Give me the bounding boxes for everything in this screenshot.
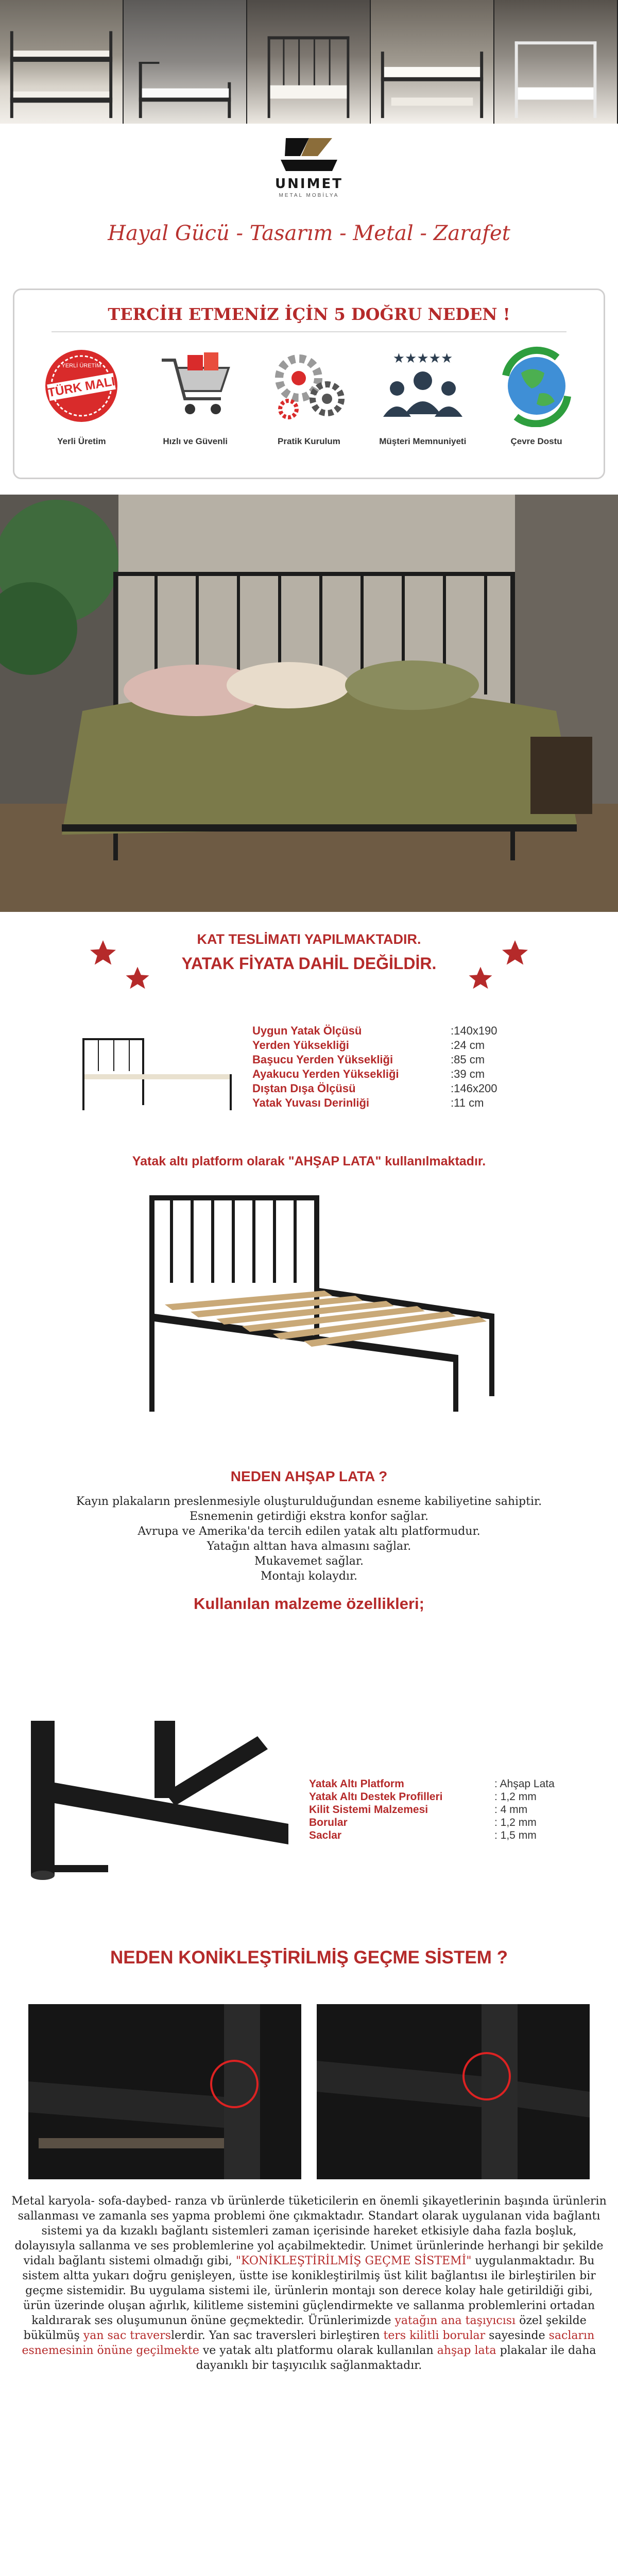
seal-badge-line2: YERLİ ÜRETİM [61,363,101,369]
dimensions-section [72,1018,566,1136]
reason-label: Müşteri Memnuniyeti [379,436,467,446]
bed-illustration [124,0,246,124]
konik-highlight: sacların esnemesinin önüne geçilmekte [22,2329,595,2357]
konik-description [10,2194,608,2373]
reason-eco-friendly [488,345,586,447]
materials-table [309,1777,555,1842]
why-wood-line: Kayın plakaların preslenmesiyle oluşturulduğundan esneme kabiliyetine sahiptir. [76,1495,542,1508]
table-row [309,1829,555,1842]
notice-line-2: YATAK FİYATA DAHİL DEĞİLDİR. [181,954,437,973]
reason-label: Hızlı ve Güvenli [163,436,228,446]
brand-slogan: Hayal Gücü - Tasarım - Metal - Zarafet [108,222,510,245]
material-label: Borular [309,1817,348,1828]
why-wood-line: Montajı kolaydır. [260,1570,358,1583]
material-value: : 1,5 mm [494,1829,537,1841]
material-value: : 4 mm [494,1804,528,1816]
reason-local-production [32,345,130,447]
konik-highlight: yan sac travers [83,2329,171,2342]
reasons-title: TERCİH ETMENİZ İÇİN 5 DOĞRU NEDEN ! [108,304,510,324]
konik-text-part: uygulanmaktadır. Bu sistem altta yukarı doğru genişleyen, üstte ise konikleştirilmiş üst kilit bağlantısı ile birleştirilen bir geçme sistemidir. Bu uygulama sistemi ile, ürünlerin montajı son derece kolay hale getirildiği gibi, ürün üzerinde oluşan ağırlık, kilitleme sistemini güçlendirmekte ve sallanma problemlerini ortadan kaldırarak ses oluşumunun önüne geçmektedir. Ürünlerimizde [22,2255,596,2327]
table-row [252,1081,497,1096]
table-row [309,1777,555,1790]
joint-photo-2[interactable] [317,2004,590,2179]
hero-photo-single-bed[interactable] [124,0,247,124]
joint-photo-1[interactable] [28,2004,301,2179]
bed-illustration [371,0,493,124]
dimension-value: :11 cm [451,1096,484,1109]
bed-frame-slats-image[interactable] [88,1185,530,1427]
konik-title: NEDEN KONİKLEŞTİRİLMİŞ GEÇME SİSTEM ? [110,1947,508,1968]
material-value: : Ahşap Lata [494,1778,555,1790]
bed-room-photo[interactable] [0,495,618,912]
why-wood-text [10,1494,608,1584]
reason-label: Çevre Dostu [510,436,562,446]
konik-text-part: plakalar ile daha dayanıklı bir taşıyıcılık sağlanmaktadır. [196,2344,596,2372]
why-wood-line: Mukavemet sağlar. [254,1555,364,1568]
bed-room-illustration [0,495,618,912]
joint-illustration [317,2004,590,2179]
reason-fast-safe [146,345,244,447]
konik-images [28,2004,590,2179]
konik-text-part: ve yatak altı platformu olarak kullanılan [199,2344,437,2357]
recycle-globe-icon [493,345,580,427]
table-row [252,1038,497,1053]
table-row [309,1803,555,1816]
brand-tagline: METAL MOBİLYA [279,193,339,198]
dimension-label: Yerden Yüksekliği [252,1039,349,1052]
konik-highlight: "KONİKLEŞTİRİLMİŞ GEÇME SİSTEMİ" [235,2255,472,2267]
dimension-value: :24 cm [451,1039,485,1052]
turk-mali-seal-icon [38,345,125,427]
table-row [252,1053,497,1067]
gears-icon [265,345,353,427]
dimension-label: Başucu Yerden Yüksekliği [252,1053,393,1066]
dimension-value: :140x190 [451,1024,497,1037]
material-label: Yatak Altı Destek Profilleri [309,1791,443,1803]
dimension-label: Yatak Yuvası Derinliği [252,1096,370,1109]
dimension-value: :85 cm [451,1053,485,1066]
material-label: Saclar [309,1829,342,1841]
table-row [309,1790,555,1803]
bed-illustration [0,0,123,124]
table-row [252,1067,497,1081]
why-wood-line: Avrupa ve Amerika'da tercih edilen yatak altı platformudur. [138,1525,480,1538]
konik-highlight: ahşap lata [437,2344,496,2357]
material-label: Yatak Altı Platform [309,1778,404,1790]
konik-text-part: sayesinde [485,2329,549,2342]
bed-illustration [247,0,370,124]
hero-photo-metal-headboard[interactable] [247,0,371,124]
dimension-value: :146x200 [451,1082,497,1095]
table-row [252,1096,497,1110]
platform-note: Yatak altı platform olarak "AHŞAP LATA" kullanılmaktadır. [132,1154,486,1168]
konik-highlight: ters kilitli borular [383,2329,486,2342]
hero-photo-white-bed[interactable] [494,0,618,124]
table-row [309,1816,555,1829]
svg-text:★★★★★: ★★★★★ [392,351,453,366]
material-label: Kilit Sistemi Malzemesi [309,1804,428,1816]
brand-logo[interactable] [247,133,371,210]
konik-highlight: yatağın ana taşıyıcısı [394,2314,516,2327]
material-value: : 1,2 mm [494,1791,537,1803]
reasons-panel [13,289,605,479]
dimension-label: Dıştan Dışa Ölçüsü [252,1082,356,1095]
dimension-label: Uygun Yatak Ölçüsü [252,1024,362,1037]
hero-gallery [0,0,618,124]
unimet-logo-icon [270,133,348,174]
frame-joint-closeup-image[interactable] [0,1721,299,1891]
materials-title: Kullanılan malzeme özellikleri; [194,1595,424,1613]
dimensions-table [252,1024,497,1110]
reason-easy-setup [260,345,358,447]
konik-text-part: lerdir. Yan sac traversleri birleştiren [171,2329,384,2342]
konik-text-part: özel şekilde bükülmüş [23,2314,587,2342]
reason-label: Pratik Kurulum [278,436,340,446]
hero-photo-bunk-bed[interactable] [0,0,124,124]
reason-customer-satisfaction [374,345,472,447]
konik-text-part: Metal karyola- sofa-daybed- ranza vb ürünlerde tüketicilerin en önemli şikayetlerinin başında ürünlerin sallanması ve zamanla ses yapma problemi öne çıkmaktadır. Standart olarak uygulanan vida bağlantı sistemi ya da kızaklı bağlantı sistemleri zaman içerisinde hareket etkisiyle daha fazla boşluk, dolayısıyla sallanma ve ses problemlerine yol açabilmektedir. Unimet ürünlerinde herhangi bir şekilde vidalı bağlantı sistemi olmadığı gibi, [11,2195,607,2267]
why-wood-line: Esnemenin getirdiği ekstra konfor sağlar. [190,1510,428,1523]
notice-line-1: KAT TESLİMATI YAPILMAKTADIR. [197,931,421,947]
seal-badge-line1: TÜRK MALI [47,374,116,400]
why-wood-title: NEDEN AHŞAP LATA ? [230,1468,388,1484]
dimension-label: Ayakucu Yerden Yüksekliği [252,1067,399,1080]
material-value: : 1,2 mm [494,1817,537,1828]
brand-name: UNIMET [275,176,343,192]
reason-label: Yerli Üretim [57,436,106,446]
dimension-value: :39 cm [451,1067,485,1080]
five-star-customers-icon [379,345,467,427]
bed-illustration [494,0,617,124]
bed-thumbnail-image[interactable] [72,1028,242,1115]
hero-photo-daybed[interactable] [371,0,494,124]
table-row [252,1024,497,1038]
delivery-notice [0,922,618,1005]
divider [52,331,566,332]
why-wood-line: Yatağın alttan hava almasını sağlar. [207,1540,411,1553]
joint-illustration [28,2004,301,2179]
shopping-cart-icon [151,345,239,427]
